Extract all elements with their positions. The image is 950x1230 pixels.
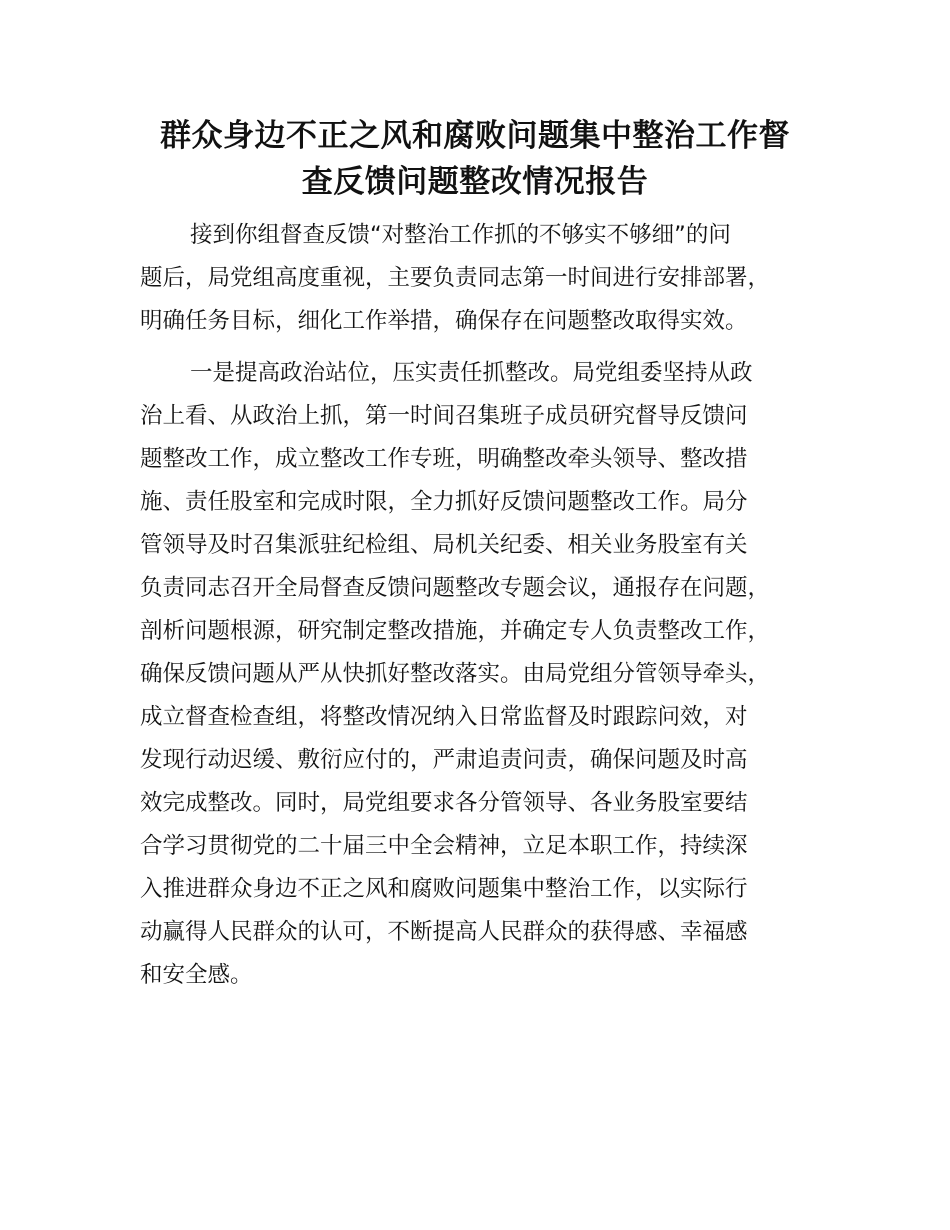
- paragraph-line: 确保反馈问题从严从快抓好整改落实。由局党组分管领导牵头，: [140, 661, 771, 687]
- paragraph-line: 效完成整改。同时，局党组要求各分管领导、各业务股室要结: [140, 790, 748, 816]
- title-line: 查反馈问题整改情况报告: [301, 164, 649, 200]
- paragraph-line: 剖析问题根源，研究制定整改措施，并确定专人负责整改工作，: [140, 618, 771, 644]
- intro-paragraph: [140, 214, 812, 343]
- title-line: 群众身边不正之风和腐败问题集中整治工作督: [160, 118, 790, 154]
- paragraph-line: 题后，局党组高度重视，主要负责同志第一时间进行安排部署，: [140, 265, 771, 291]
- paragraph-line: 施、责任股室和完成时限，全力抓好反馈问题整改工作。局分: [140, 489, 748, 515]
- paragraph-line: 和安全感。: [140, 962, 253, 988]
- paragraph-line: 题整改工作，成立整改工作专班，明确整改牵头领导、整改措: [140, 446, 748, 472]
- paragraph-line: 管领导及时召集派驻纪检组、局机关纪委、相关业务股室有关: [140, 532, 748, 558]
- paragraph-line: 接到你组督查反馈“对整治工作抓的不够实不够细”的问: [190, 222, 731, 248]
- paragraph-line: 入推进群众身边不正之风和腐败问题集中整治工作，以实际行: [140, 876, 748, 902]
- paragraph-line: 一是提高政治站位，压实责任抓整改。局党组委坚持从政: [190, 360, 753, 386]
- paragraph-line: 动赢得人民群众的认可，不断提高人民群众的获得感、幸福感: [140, 919, 748, 945]
- body-paragraph: [140, 352, 812, 997]
- paragraph-line: 合学习贯彻党的二十届三中全会精神，立足本职工作，持续深: [140, 833, 748, 859]
- paragraph-line: 成立督查检查组，将整改情况纳入日常监督及时跟踪问效，对: [140, 704, 748, 730]
- paragraph-line: 明确任务目标，细化工作举措，确保存在问题整改取得实效。: [140, 308, 748, 334]
- paragraph-line: 治上看、从政治上抓，第一时间召集班子成员研究督导反馈问: [140, 403, 748, 429]
- paragraph-line: 负责同志召开全局督查反馈问题整改专题会议，通报存在问题，: [140, 575, 771, 601]
- document-title: [120, 113, 830, 205]
- paragraph-line: 发现行动迟缓、敷衍应付的，严肃追责问责，确保问题及时高: [140, 747, 748, 773]
